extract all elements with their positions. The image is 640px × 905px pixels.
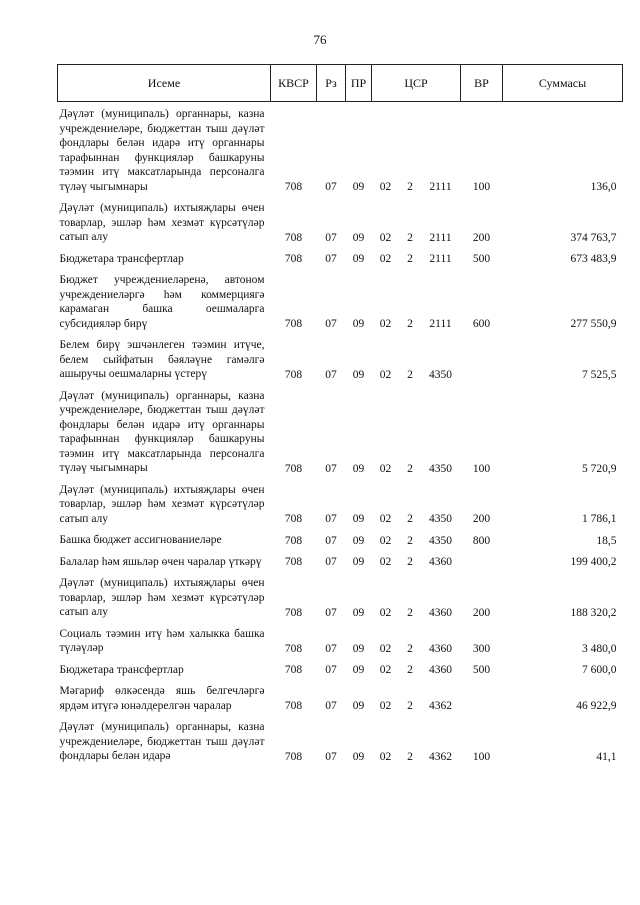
cell-csr-code: 4350 bbox=[429, 513, 452, 525]
cell-kvsr: 708 bbox=[284, 318, 303, 330]
cell-csr-subprogram: 2 bbox=[407, 318, 413, 330]
cell-sum: 1 786,1 bbox=[582, 513, 617, 525]
cell-vr: 600 bbox=[472, 318, 491, 330]
cell-pr: 09 bbox=[352, 606, 365, 619]
cell-pr: 09 bbox=[352, 462, 365, 475]
cell-vr bbox=[461, 550, 503, 572]
table-row bbox=[58, 384, 623, 478]
row-name: Бюджетара трансфертлар bbox=[59, 252, 184, 265]
cell-csr-code: 4350 bbox=[429, 534, 452, 547]
cell-csr-program: 02 bbox=[379, 700, 392, 712]
cell-sum: 41,1 bbox=[596, 750, 617, 763]
cell-csr-program: 02 bbox=[379, 181, 392, 193]
cell-csr-subprogram: 2 bbox=[407, 181, 413, 193]
cell-pr: 09 bbox=[352, 750, 365, 763]
cell-csr-code: 2111 bbox=[429, 231, 452, 244]
cell-csr-subprogram: 2 bbox=[407, 606, 413, 619]
cell-sum: 3 480,0 bbox=[582, 642, 617, 655]
cell-csr-code: 2111 bbox=[429, 253, 452, 265]
cell-kvsr: 708 bbox=[284, 231, 303, 244]
cell-kvsr: 708 bbox=[284, 181, 303, 193]
cell-rz: 07 bbox=[325, 462, 337, 475]
header-rz: Рз bbox=[317, 65, 346, 102]
cell-rz: 07 bbox=[325, 513, 337, 525]
budget-table bbox=[57, 64, 623, 766]
cell-kvsr: 708 bbox=[284, 664, 303, 676]
cell-sum: 199 400,2 bbox=[570, 556, 617, 568]
cell-rz: 07 bbox=[325, 642, 337, 655]
cell-csr-program: 02 bbox=[379, 231, 392, 244]
cell-csr-program: 02 bbox=[379, 513, 392, 525]
header-kvsr: КВСР bbox=[271, 65, 317, 102]
cell-csr-subprogram: 2 bbox=[407, 700, 413, 712]
table-row bbox=[58, 658, 623, 680]
row-name: Дәүләт (муниципаль) органнары, казна учреждениеләре, бюджеттан тыш дәүләт фондлары белән идарә итү органнары тарафыннан функцияләр башкаруны тәэмин итү максатларында персоналга түләү чыгымнары bbox=[59, 108, 265, 193]
cell-kvsr: 708 bbox=[284, 253, 303, 265]
cell-pr: 09 bbox=[352, 368, 365, 381]
cell-sum: 18,5 bbox=[596, 534, 617, 547]
row-name: Белем бирү эшчәнлеген тәэмин итүче, белем сыйфатын бәяләүне гамәлгә ашыручы оешмаларны үстерү bbox=[59, 339, 265, 380]
cell-csr-code: 4360 bbox=[429, 556, 452, 568]
row-name: Дәүләт (муниципаль) ихтыяҗлары өчен товарлар, эшләр һәм хезмәт күрсәтүләр сатып алу bbox=[59, 577, 265, 618]
table-row bbox=[58, 196, 623, 247]
row-name: Бюджетара трансфертлар bbox=[59, 663, 184, 676]
cell-sum: 673 483,9 bbox=[570, 253, 617, 265]
cell-csr-program: 02 bbox=[379, 664, 392, 676]
cell-kvsr: 708 bbox=[284, 462, 303, 475]
cell-csr-code: 4362 bbox=[429, 700, 452, 712]
row-name: Мәгариф өлкәсендә яшь белгечләргә ярдәм итүгә юнәлдерелгән чаралар bbox=[59, 685, 265, 712]
cell-csr-code: 2111 bbox=[429, 181, 452, 193]
cell-vr: 100 bbox=[472, 181, 491, 193]
cell-pr: 09 bbox=[352, 513, 365, 525]
cell-pr: 09 bbox=[352, 700, 365, 712]
row-name: Балалар һәм яшьләр өчен чаралар үткәрү bbox=[59, 555, 262, 568]
cell-csr-subprogram: 2 bbox=[407, 642, 413, 655]
cell-csr-code: 4360 bbox=[429, 664, 452, 676]
cell-kvsr: 708 bbox=[284, 642, 303, 655]
cell-kvsr: 708 bbox=[284, 513, 303, 525]
cell-vr bbox=[461, 679, 503, 715]
table-body bbox=[58, 102, 623, 766]
cell-vr: 200 bbox=[472, 231, 491, 244]
table-row bbox=[58, 550, 623, 572]
table-row bbox=[58, 478, 623, 529]
cell-pr: 09 bbox=[352, 534, 365, 547]
cell-csr-program: 02 bbox=[379, 750, 392, 763]
cell-vr: 100 bbox=[472, 462, 491, 475]
header-name: Исеме bbox=[58, 65, 271, 102]
header-vr: ВР bbox=[461, 65, 503, 102]
table-header-row bbox=[58, 65, 623, 102]
cell-vr: 800 bbox=[472, 534, 491, 547]
cell-csr-code: 4360 bbox=[429, 606, 452, 619]
cell-csr-code: 4350 bbox=[429, 462, 452, 475]
cell-kvsr: 708 bbox=[284, 606, 303, 619]
cell-rz: 07 bbox=[325, 606, 337, 619]
page-number: 76 bbox=[313, 32, 327, 47]
cell-rz: 07 bbox=[325, 368, 337, 381]
cell-sum: 374 763,7 bbox=[570, 231, 617, 244]
header-pr: ПР bbox=[346, 65, 372, 102]
cell-kvsr: 708 bbox=[284, 556, 303, 568]
cell-kvsr: 708 bbox=[284, 750, 303, 763]
cell-csr-program: 02 bbox=[379, 253, 392, 265]
cell-vr: 200 bbox=[472, 513, 491, 525]
table-row bbox=[58, 679, 623, 715]
row-name: Бюджет учреждениеләренә, автоном учреждениеләргә һәм коммерциягә карамаган башка оешмаларга субсидияләр бирү bbox=[59, 274, 265, 330]
cell-csr-program: 02 bbox=[379, 318, 392, 330]
budget-table-container bbox=[57, 64, 622, 766]
cell-csr-subprogram: 2 bbox=[407, 231, 413, 244]
cell-pr: 09 bbox=[352, 664, 365, 676]
cell-kvsr: 708 bbox=[284, 368, 303, 381]
cell-rz: 07 bbox=[325, 231, 337, 244]
cell-rz: 07 bbox=[325, 750, 337, 763]
table-row bbox=[58, 268, 623, 333]
cell-pr: 09 bbox=[352, 253, 365, 265]
cell-sum: 188 320,2 bbox=[570, 606, 617, 619]
cell-csr-code: 2111 bbox=[429, 318, 452, 330]
table-row bbox=[58, 715, 623, 766]
cell-csr-subprogram: 2 bbox=[407, 664, 413, 676]
cell-rz: 07 bbox=[325, 253, 337, 265]
cell-csr-subprogram: 2 bbox=[407, 368, 413, 381]
cell-csr-code: 4350 bbox=[429, 368, 452, 381]
table-row bbox=[58, 622, 623, 658]
cell-csr-program: 02 bbox=[379, 556, 392, 568]
cell-csr-program: 02 bbox=[379, 606, 392, 619]
cell-pr: 09 bbox=[352, 181, 365, 193]
cell-vr: 100 bbox=[472, 750, 491, 763]
row-name: Дәүләт (муниципаль) органнары, казна учреждениеләре, бюджеттан тыш дәүләт фондлары белән идарә bbox=[59, 721, 265, 762]
row-name: Дәүләт (муниципаль) ихтыяҗлары өчен товарлар, эшләр һәм хезмәт күрсәтүләр сатып алу bbox=[59, 483, 265, 525]
cell-vr: 200 bbox=[472, 606, 491, 619]
cell-vr: 300 bbox=[472, 642, 491, 655]
cell-kvsr: 708 bbox=[284, 700, 303, 712]
cell-sum: 277 550,9 bbox=[570, 318, 617, 330]
cell-sum: 5 720,9 bbox=[582, 462, 617, 475]
table-row bbox=[58, 333, 623, 384]
cell-rz: 07 bbox=[325, 700, 337, 712]
cell-vr: 500 bbox=[472, 253, 491, 265]
cell-sum: 46 922,9 bbox=[576, 700, 617, 712]
row-name: Башка бюджет ассигнованиеләре bbox=[59, 534, 222, 546]
cell-pr: 09 bbox=[352, 318, 365, 330]
table-row bbox=[58, 571, 623, 622]
cell-sum: 7 600,0 bbox=[582, 664, 617, 676]
table-row bbox=[58, 247, 623, 269]
cell-csr-program: 02 bbox=[379, 642, 392, 655]
cell-pr: 09 bbox=[352, 642, 365, 655]
cell-rz: 07 bbox=[325, 534, 337, 547]
row-name: Дәүләт (муниципаль) ихтыяҗлары өчен товарлар, эшләр һәм хезмәт күрсәтүләр сатып алу bbox=[59, 202, 265, 243]
cell-csr-subprogram: 2 bbox=[407, 750, 413, 763]
cell-csr-code: 4362 bbox=[429, 750, 452, 763]
cell-pr: 09 bbox=[352, 231, 365, 244]
table-row bbox=[58, 528, 623, 550]
cell-csr-subprogram: 2 bbox=[407, 253, 413, 265]
header-csr: ЦСР bbox=[372, 65, 461, 102]
header-sum: Суммасы bbox=[503, 65, 623, 102]
cell-csr-program: 02 bbox=[379, 462, 392, 475]
cell-sum: 7 525,5 bbox=[582, 368, 617, 381]
cell-csr-subprogram: 2 bbox=[407, 556, 413, 568]
cell-rz: 07 bbox=[325, 318, 337, 330]
cell-csr-subprogram: 2 bbox=[407, 513, 413, 525]
cell-sum: 136,0 bbox=[590, 181, 617, 193]
cell-kvsr: 708 bbox=[284, 534, 303, 547]
cell-pr: 09 bbox=[352, 556, 365, 568]
cell-csr-program: 02 bbox=[379, 368, 392, 381]
cell-rz: 07 bbox=[325, 664, 337, 676]
cell-vr bbox=[461, 333, 503, 384]
cell-rz: 07 bbox=[325, 556, 337, 568]
cell-csr-program: 02 bbox=[379, 534, 392, 547]
table-row bbox=[58, 102, 623, 197]
row-name: Социаль тәэмин итү һәм халыкка башка түләүләр bbox=[59, 627, 265, 654]
cell-csr-subprogram: 2 bbox=[407, 462, 413, 475]
cell-vr: 500 bbox=[472, 664, 491, 676]
cell-rz: 07 bbox=[325, 181, 337, 193]
row-name: Дәүләт (муниципаль) органнары, казна учреждениеләре, бюджеттан тыш дәүләт фондлары белән идарә итү органнары тарафыннан функцияләр башкаруны тәэмин итү максатларында персоналга түләү чыгымнары bbox=[59, 389, 265, 474]
cell-csr-code: 4360 bbox=[429, 642, 452, 655]
cell-csr-subprogram: 2 bbox=[407, 534, 413, 547]
